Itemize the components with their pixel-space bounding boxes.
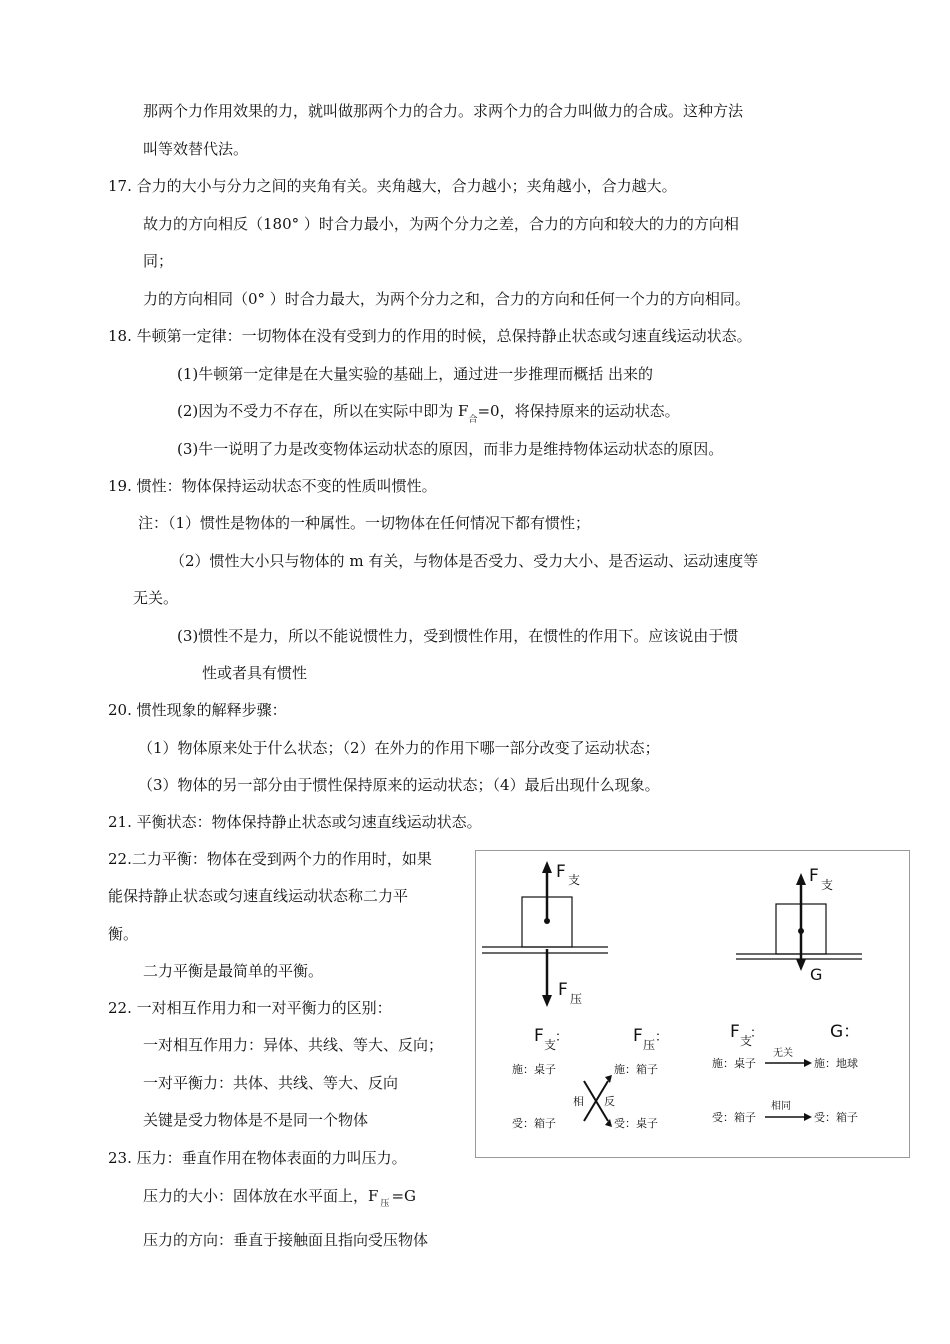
label-sub-zhi: 支: [544, 1038, 557, 1052]
box-on-table-diagram: [482, 861, 608, 1007]
text-line: 那两个力作用效果的力，就叫做那两个力的合力。求两个力的合力叫做力的合成。这种方法: [143, 102, 744, 120]
label-G-colon: G：: [830, 1022, 861, 1042]
text-line: 无关。: [133, 589, 179, 607]
text-line: 19. 惯性：物体保持运动状态不变的性质叫惯性。: [108, 477, 437, 495]
label-sub-zhi: 支: [821, 878, 834, 892]
text-line: 22. 一对相互作用力和一对平衡力的区别：: [108, 999, 392, 1017]
label-giver: 施：地球: [814, 1057, 858, 1070]
force-diagram: [475, 850, 910, 1158]
point: [544, 918, 550, 924]
text-segment: =G: [391, 1187, 416, 1205]
text-line: 性或者具有惯性: [202, 664, 308, 682]
label-receiver: 受：箱子: [712, 1111, 756, 1124]
interaction-pair-diagram: [512, 1026, 668, 1130]
label-F: F: [730, 1022, 740, 1042]
text-line: 衡。: [108, 925, 139, 943]
arrow-head: [804, 1059, 812, 1067]
subscript: 压: [380, 1199, 390, 1209]
label-receiver: 受：桌子: [614, 1117, 658, 1130]
text-segment: 压力的大小：固体放在水平面上，F: [143, 1187, 379, 1205]
label-F: F: [809, 866, 819, 886]
subscript: 合: [468, 415, 478, 425]
text-line: （1）物体原来处于什么状态；（2）在外力的作用下哪一部分改变了运动状态；: [138, 739, 660, 757]
text-line: (1)牛顿第一定律是在大量实验的基础上，通过进一步推理而概括 出来的: [177, 365, 654, 383]
label-colon: ：: [750, 1026, 764, 1041]
text-line: 压力的方向：垂直于接触面且指向受压物体: [143, 1231, 429, 1249]
text-line: (3)惯性不是力，所以不能说惯性力，受到惯性作用，在惯性的作用下。应该说由于惯: [177, 627, 739, 645]
label-sub-ya: 压: [570, 992, 583, 1006]
label-fan: 反: [604, 1095, 615, 1108]
label-F: F: [556, 862, 566, 882]
label-sub-zhi: 支: [740, 1034, 753, 1048]
label-receiver: 受：箱子: [814, 1111, 858, 1124]
label-F: F: [633, 1026, 643, 1046]
text-line: [143, 1186, 416, 1209]
text-line: 注：（1）惯性是物体的一种属性。一切物体在任何情况下都有惯性；: [138, 514, 591, 532]
label-giver: 施：桌子: [512, 1063, 556, 1076]
text-line: 同；: [143, 252, 174, 270]
label-giver: 施：箱子: [614, 1063, 658, 1076]
label-xiang: 相: [573, 1095, 584, 1108]
label-wuguan: 无关: [773, 1048, 793, 1059]
arrow-head: [804, 1113, 812, 1121]
text-line: 故力的方向相反（180° ）时合力最小，为两个分力之差，合力的方向和较大的力的方向相: [143, 215, 739, 233]
text-line: （3）物体的另一部分由于惯性保持原来的运动状态；（4）最后出现什么现象。: [138, 776, 660, 794]
arrow-head: [542, 861, 552, 873]
arrow-head: [796, 959, 806, 971]
text-segment: (2)因为不受力不存在，所以在实际中即为 F: [177, 402, 469, 420]
label-receiver: 受：箱子: [512, 1117, 556, 1130]
text-line: 23. 压力：垂直作用在物体表面的力叫压力。: [108, 1149, 407, 1167]
box-gravity-diagram: [736, 866, 862, 984]
label-xiangtong: 相同: [771, 1101, 791, 1112]
text-line: (3)牛一说明了力是改变物体运动状态的原因，而非力是维持物体运动状态的原因。: [177, 440, 724, 458]
text-line: 叫等效替代法。: [143, 140, 249, 158]
text-line: 17. 合力的大小与分力之间的夹角有关。夹角越大，合力越小；夹角越小，合力越大。: [108, 177, 677, 195]
label-F: F: [534, 1026, 544, 1046]
text-line: 22.二力平衡：物体在受到两个力的作用时，如果: [108, 850, 432, 868]
text-line: 一对相互作用力：异体、共线、等大、反向；: [143, 1036, 444, 1054]
label-sub-ya: 压: [643, 1038, 656, 1052]
text-line: 18. 牛顿第一定律：一切物体在没有受到力的作用的时候，总保持静止状态或匀速直线运动状态。: [108, 327, 752, 345]
balanced-pair-diagram: [712, 1022, 860, 1124]
text-segment: =0，将保持原来的运动状态。: [477, 402, 680, 420]
text-line: 二力平衡是最简单的平衡。: [143, 962, 324, 980]
label-colon: ：: [655, 1030, 669, 1045]
label-G: G: [810, 965, 823, 984]
text-line: （2）惯性大小只与物体的 m 有关，与物体是否受力、受力大小、是否运动、运动速度等: [170, 552, 759, 570]
label-giver: 施：桌子: [712, 1057, 756, 1070]
label-F: F: [558, 980, 568, 1000]
text-line: 一对平衡力：共体、共线、等大、反向: [143, 1074, 399, 1092]
label-colon: ：: [555, 1030, 569, 1045]
text-line: 20. 惯性现象的解释步骤：: [108, 701, 287, 719]
text-line: [177, 401, 680, 424]
text-line: 21. 平衡状态：物体保持静止状态或匀速直线运动状态。: [108, 813, 482, 831]
text-line: 力的方向相同（0° ）时合力最大，为两个分力之和，合力的方向和任何一个力的方向相同。: [143, 290, 750, 308]
arrow-head: [796, 873, 806, 885]
text-line: 关键是受力物体是不是同一个物体: [143, 1111, 369, 1129]
label-sub-zhi: 支: [568, 873, 581, 887]
text-line: 能保持静止状态或匀速直线运动状态称二力平: [108, 887, 409, 905]
arrow-head: [542, 995, 552, 1007]
